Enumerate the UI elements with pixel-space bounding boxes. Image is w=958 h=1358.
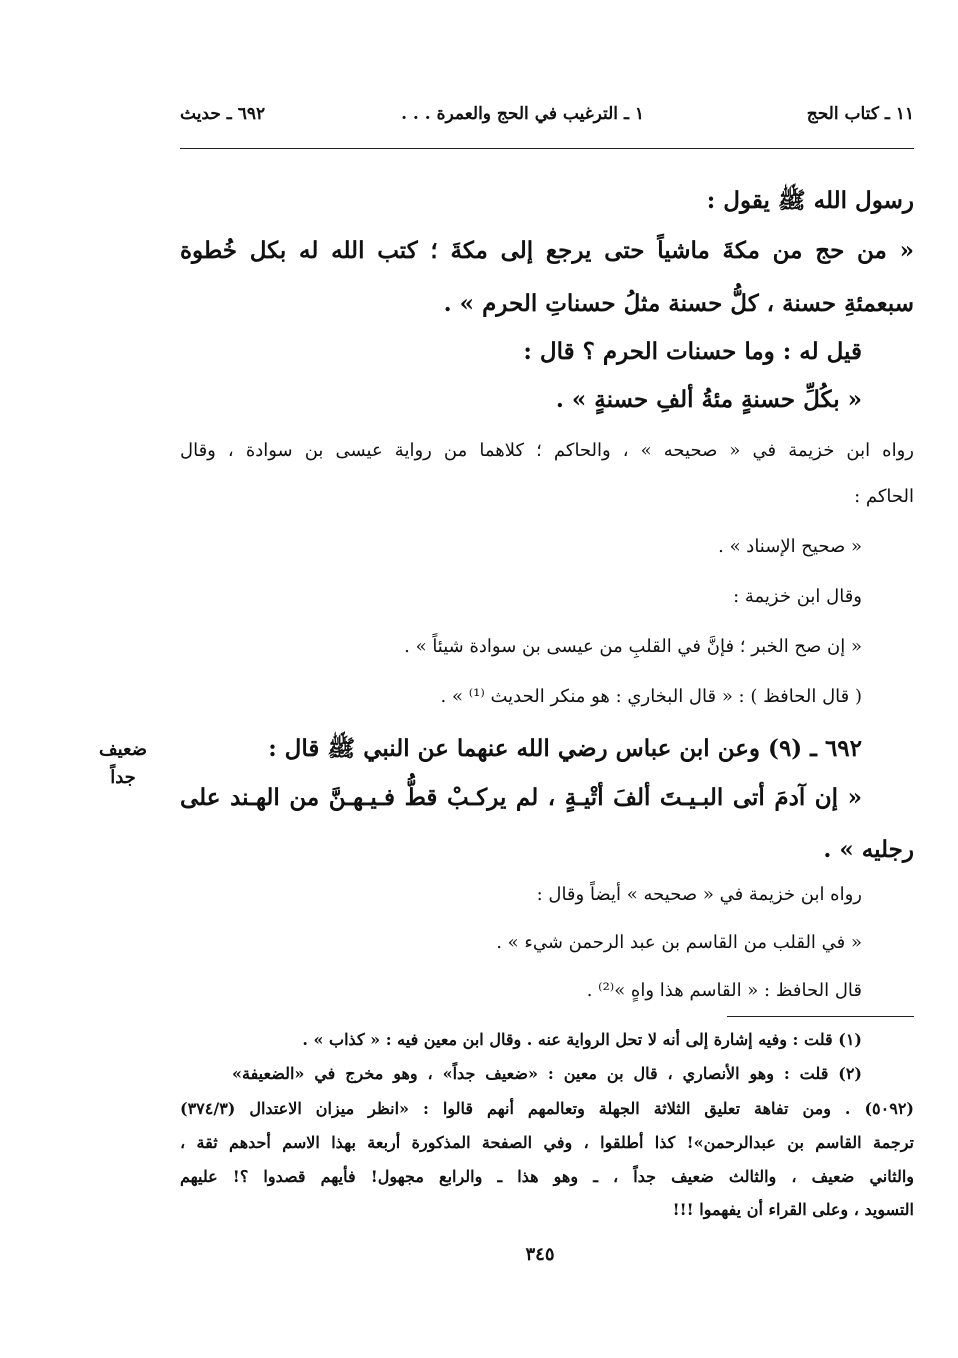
grading-word-1: ضعيف <box>98 739 148 760</box>
text-line: سبعمئةِ حسنة ، كلُّ حسنة مثلُ حسناتِ الحرم » . <box>443 290 914 317</box>
text-line: قال الحافظ : « القاسم هذا واهٍ »⁽²⁾ . <box>586 980 862 1001</box>
footnote-divider <box>727 1016 914 1017</box>
header-section: ١ ـ الترغيب في الحج والعمرة . . . <box>401 104 644 124</box>
grading-margin-note <box>88 736 158 792</box>
text-line: الحاكم : <box>854 486 914 507</box>
text-line: « إن آدمَ أتى البـيـتَ ألفَ أتْيـةٍ ، لم يركـبْ قطُّ فـيـهـنَّ من الهـند على <box>180 784 862 811</box>
text-line: « في القلب من القاسم بن عبد الرحمن شيء » . <box>496 932 862 953</box>
page-number: ٣٤٥ <box>525 1244 555 1265</box>
grading-word-2: جداً <box>110 767 136 788</box>
footnote-2-line: التسويد ، وعلى القراء أن يفهموا !!! <box>672 1200 914 1219</box>
text-line: قيل له : وما حسنات الحرم ؟ قال : <box>523 338 862 365</box>
text-line: « إن صح الخبر ؛ فإنَّ في القلبِ من عيسى بن سوادة شيئاً » . <box>404 636 862 657</box>
text-line: رسول الله ﷺ يقول : <box>706 187 914 214</box>
running-header <box>180 104 914 134</box>
header-divider <box>180 148 914 149</box>
text-line: رواه ابن خزيمة في « صحيحه » ، والحاكم ؛ كلاهما من رواية عيسى بن سوادة ، وقال <box>180 440 914 461</box>
footnote-2-line: (٥٠٩٢) . ومن تفاهة تعليق الثلاثة الجهلة وتعالمهم أنهم قالوا : «انظر ميزان الاعتدال (٣٧٤/٣) <box>180 1099 914 1118</box>
footnote-1: (١) قلت : وفيه إشارة إلى أنه لا تحل الرواية عنه . وقال ابن معين فيه : « كذاب » . <box>302 1030 862 1049</box>
text-line: وقال ابن خزيمة : <box>733 586 862 607</box>
header-hadith-ref: ٦٩٢ ـ حديث <box>180 104 266 124</box>
header-chapter: ١١ ـ كتاب الحج <box>806 104 914 124</box>
text-line: « بكُلِّ حسنةٍ مئةُ ألفِ حسنةٍ » . <box>555 386 862 413</box>
text-line: رجليه » . <box>823 836 914 863</box>
footnote-2-line: والثاني ضعيف ، والثالث ضعيف جداً ، ـ وهو هذا ـ والرابع مجهول! فأيهم قصدوا ؟! عليهم <box>180 1167 914 1186</box>
footnote-2-line: ترجمة القاسم بن عبدالرحمن»! كذا أطلقوا ، وفي الصفحة المذكورة أربعة بهذا الاسم أحدهم ثقة ، <box>180 1133 914 1152</box>
text-line: رواه ابن خزيمة في « صحيحه » أيضاً وقال : <box>536 884 862 905</box>
footnote-2-line: (٢) قلت : وهو الأنصاري ، قال بن معين : «ضعيف جداً» ، وهو مخرج في «الضعيفة» <box>232 1064 862 1083</box>
text-line: ( قال الحافظ ) : « قال البخاري : هو منكر الحديث ⁽¹⁾ » . <box>440 686 862 707</box>
hadith-heading: ٦٩٢ ـ (٩) وعن ابن عباس رضي الله عنهما عن النبي ﷺ قال : <box>268 735 862 762</box>
text-line: « من حج من مكةَ ماشياً حتى يرجع إلى مكةَ ؛ كتب الله له بكل خُطوة <box>180 237 914 264</box>
text-line: « صحيح الإسناد » . <box>718 536 862 557</box>
